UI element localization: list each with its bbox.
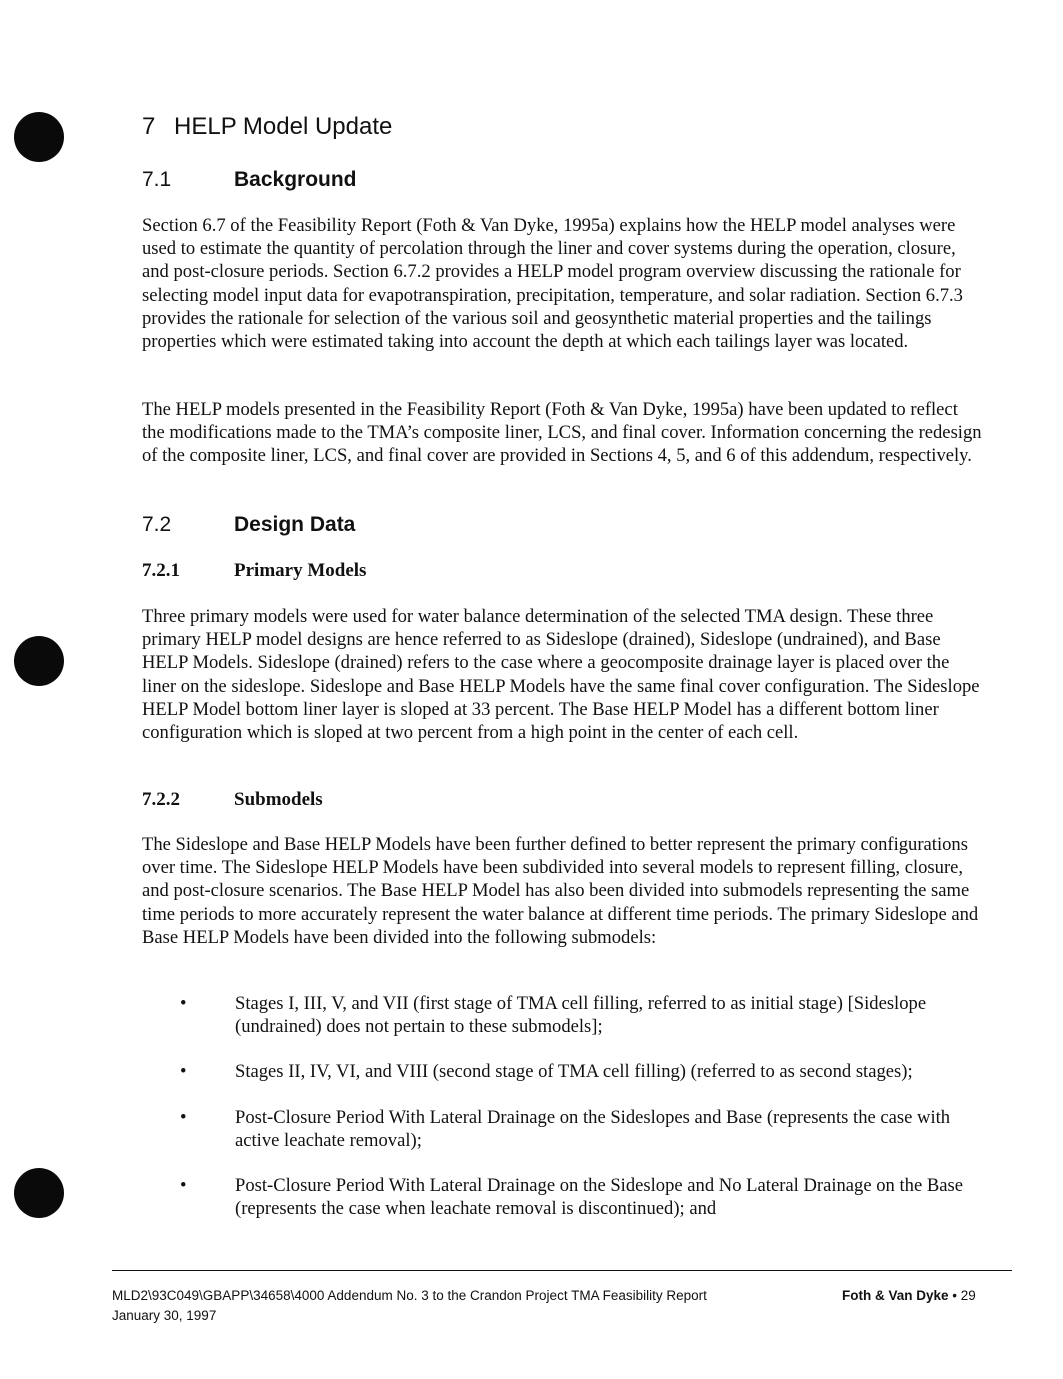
section-title: Design Data	[234, 513, 356, 536]
paragraph-submodels: The Sideslope and Base HELP Models have been further defined to better represent the primary configurations over time. The Sideslope HELP Models have been subdivided into several models to represent filling, closure, and post-closure scenarios. The Base HELP Model has also been divided into submodels representing the same time periods to more accurately represent the water balance at different time periods. The primary Sideslope and Base HELP Models have been divided into the following submodels:	[142, 834, 979, 948]
footer-right	[842, 1286, 976, 1306]
paragraph-help-updates: The HELP models presented in the Feasibility Report (Foth & Van Dyke, 1995a) have been updated to reflect the modifications made to the TMA’s composite liner, LCS, and final cover. Information concerning the redesign of the composite liner, LCS, and final cover are provided in Sections 4, 5, and 6 of this addendum, respectively.	[142, 399, 982, 467]
bullet-marker: •	[180, 993, 187, 1014]
subsection-title: Submodels	[234, 789, 323, 810]
subsection-number: 7.2.2	[142, 789, 180, 810]
subsection-title: Primary Models	[234, 560, 367, 581]
list-item-text: Post-Closure Period With Lateral Drainage on the Sideslope and No Lateral Drainage on the Base (represents the case when leachate removal is discontinued); and	[235, 1175, 963, 1220]
binder-hole-bottom	[14, 1168, 64, 1218]
bullet-marker: •	[180, 1106, 187, 1128]
list-item-text: Stages II, IV, VI, and VIII (second stage of TMA cell filling) (referred to as second stages);	[235, 1061, 913, 1083]
section-number: 7.1	[142, 168, 172, 191]
footer-path: MLD2\93C049\GBAPP\34658\4000	[112, 1288, 325, 1303]
subsection-heading-submodels	[142, 789, 323, 811]
footer-reference-line	[112, 1286, 707, 1306]
bullet-marker: •	[180, 1175, 187, 1197]
chapter-heading	[142, 113, 392, 141]
paragraph-primary-models: Three primary models were used for water balance determination of the selected TMA design. These three primary HELP model designs are hence referred to as Sideslope (drained), Sideslope (undrained), and Base HELP Models. Sideslope (drained) refers to the case where a geocomposite drainage layer is placed over the liner on the sideslope. Sideslope and Base HELP Models have the same final cover configuration. The Sideslope HELP Model bottom liner layer is sloped at 33 percent. The Base HELP Model has a different bottom liner configuration which is sloped at two percent from a high point in the center of each cell.	[142, 606, 980, 744]
list-item-text: Stages I, III, V, and VII (first stage of TMA cell filling, referred to as initial stage) [Sideslope (undrained) does not pertain to these submodels];	[235, 993, 927, 1038]
chapter-number: 7	[142, 113, 156, 140]
paragraph-background: Section 6.7 of the Feasibility Report (Foth & Van Dyke, 1995a) explains how the HELP model analyses were used to estimate the quantity of percolation through the liner and cover systems during the operation, closure, and post-closure periods. Section 6.7.2 provides a HELP model program overview discussing the rationale for selecting model input data for evapotranspiration, precipitation, temperature, and solar radiation. Section 6.7.3 provides the rationale for selection of the various soil and geosynthetic material properties and the tailings properties which were estimated taking into account the depth at which each tailings layer was located.	[142, 215, 963, 353]
chapter-title: HELP Model Update	[174, 113, 393, 140]
list-item	[142, 1060, 982, 1083]
subsection-number: 7.2.1	[142, 560, 180, 581]
section-heading-background	[142, 168, 357, 192]
list-item	[142, 1174, 982, 1220]
section-heading-design-data	[142, 513, 355, 537]
footer-title: Addendum No. 3 to the Crandon Project TMA Feasibility Report	[327, 1288, 707, 1303]
page-number: 29	[960, 1288, 976, 1303]
footer-date: January 30, 1997	[112, 1308, 217, 1323]
footer-divider	[112, 1270, 1012, 1271]
submodel-list	[142, 992, 982, 1242]
binder-hole-top	[14, 112, 64, 162]
footer-left	[112, 1286, 707, 1326]
footer-firm: Foth & Van Dyke	[842, 1288, 949, 1303]
binder-hole-middle	[14, 636, 64, 686]
section-number: 7.2	[142, 513, 172, 536]
list-item	[142, 992, 982, 1038]
list-item	[142, 1106, 982, 1152]
section-title: Background	[234, 168, 357, 191]
bullet-marker: •	[180, 1061, 187, 1083]
subsection-heading-primary-models	[142, 560, 366, 582]
list-item-text: Post-Closure Period With Lateral Drainage on the Sideslopes and Base (represents the case with active leachate removal);	[235, 1106, 951, 1151]
footer-separator: •	[952, 1288, 958, 1303]
